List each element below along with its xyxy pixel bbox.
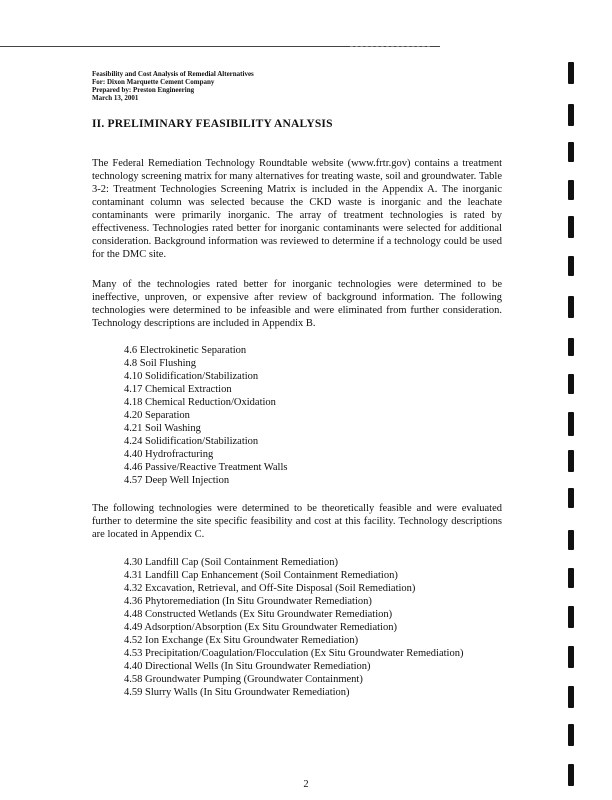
list-item: 4.57 Deep Well Injection [124,475,230,486]
scan-edge-mark [568,104,574,126]
list-item: 4.46 Passive/Reactive Treatment Walls [124,462,288,473]
scan-edge-mark [568,216,574,238]
scan-edge-mark [568,530,574,550]
feasible-technologies-list [124,556,463,699]
list-item: 4.49 Adsorption/Absorption (Ex Situ Groundwater Remediation) [124,622,397,633]
intro-paragraph: The Federal Remediation Technology Roundtable website (www.frtr.gov) contains a treatment technology screening matrix for many alternatives for treating waste, soil and groundwater. Table 3-2: Treatment Technologies Screening Matrix is included in the Appendix A. The inorganic contaminant column was selected because the CKD waste is inorganic and the leachate contaminants were primarily inorganic. The array of treatment technologies is rated by effectiveness. Technologies rated better for inorganic contaminants were selected for additional consideration. Background information was reviewed to determine if a technology could be used for the DMC site. [92,158,502,260]
header-line-date: March 13, 2001 [92,94,139,102]
scan-edge-mark [568,256,574,276]
list-item: 4.48 Constructed Wetlands (Ex Situ Groundwater Remediation) [124,609,393,620]
page-number: 2 [303,779,309,790]
scan-edge-mark [568,724,574,746]
header-line-client: For: Dixon Marquette Cement Company [92,78,215,86]
list-item: 4.58 Groundwater Pumping (Groundwater Containment) [124,674,363,685]
list-item: 4.18 Chemical Reduction/Oxidation [124,397,276,408]
scan-edge-mark [568,606,574,628]
scan-edge-mark [568,568,574,588]
scan-edge-mark [568,488,574,508]
list-item: 4.53 Precipitation/Coagulation/Flocculation (Ex Situ Groundwater Remediation) [124,648,464,659]
list-item: 4.10 Solidification/Stabilization [124,371,259,382]
list-item: 4.20 Separation [124,410,190,421]
scan-edge-mark [568,338,574,356]
list-item: 4.21 Soil Washing [124,423,201,434]
list-item: 4.8 Soil Flushing [124,358,197,369]
infeasible-paragraph: Many of the technologies rated better for inorganic technologies were determined to be ineffective, unproven, or expensive after review of background information. The following technologies were determined to be infeasible and were eliminated from further consideration. Technology descriptions are included in Appendix B. [92,279,502,329]
list-item: 4.30 Landfill Cap (Soil Containment Remediation) [124,557,339,568]
list-item: 4.24 Solidification/Stabilization [124,436,259,447]
list-item: 4.52 Ion Exchange (Ex Situ Groundwater Remediation) [124,635,359,646]
scan-edge-mark [568,686,574,708]
section-title: II. PRELIMINARY FEASIBILITY ANALYSIS [92,118,333,130]
scan-edge-mark [568,450,574,472]
feasible-paragraph: The following technologies were determined to be theoretically feasible and were evaluated further to determine the site specific feasibility and cost at this facility. Technology descriptions are located in Appendix C. [92,503,502,540]
scan-edge-mark [568,646,574,668]
list-item: 4.32 Excavation, Retrieval, and Off-Site Disposal (Soil Remediation) [124,583,416,594]
scan-edge-mark [568,62,574,84]
scan-edge-mark [568,764,574,786]
scan-edge-mark [568,180,574,200]
scan-edge-mark [568,296,574,318]
list-item: 4.36 Phytoremediation (In Situ Groundwater Remediation) [124,596,372,607]
list-item: 4.40 Directional Wells (In Situ Groundwater Remediation) [124,661,371,672]
scan-edge-mark [568,142,574,162]
scan-edge-mark [568,412,574,436]
list-item: 4.40 Hydrofracturing [124,449,214,460]
header-line-preparer: Prepared by: Preston Engineering [92,86,195,94]
scan-edge-mark [568,374,574,394]
infeasible-technologies-list [124,344,287,487]
list-item: 4.17 Chemical Extraction [124,384,232,395]
document-header [92,70,392,102]
scan-top-rule-dashed [350,46,430,47]
list-item: 4.31 Landfill Cap Enhancement (Soil Containment Remediation) [124,570,398,581]
list-item: 4.6 Electrokinetic Separation [124,345,247,356]
list-item: 4.59 Slurry Walls (In Situ Groundwater Remediation) [124,687,350,698]
header-line-report-title: Feasibility and Cost Analysis of Remedial Alternatives [92,70,254,78]
